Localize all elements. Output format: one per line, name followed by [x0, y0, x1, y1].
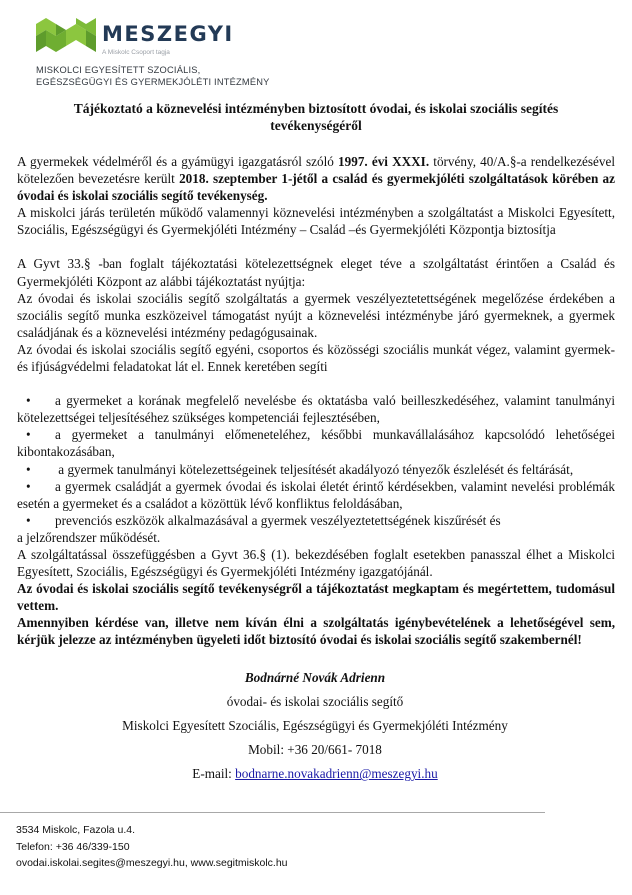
document-body [17, 153, 615, 649]
closing-paragraph-2: A szolgáltatással összefüggésben a Gyvt 36.§ (1). bekezdésében foglalt esetekben panasszal élhet a Miskolci Egyesített, Szociális, Egészségügyi és Gyermekjóléti Intézmény igazgatójánál. [17, 546, 615, 580]
bullet-text: a gyermeket a tanulmányi előmeneteléhez, későbbi munkavállalásához kapcsolódó lehetőségei kibontakozásában, [17, 427, 615, 460]
letterhead-logo [36, 16, 296, 86]
law-reference: 1997. évi XXXI. [338, 154, 430, 169]
signatory-name: Bodnárné Novák Adrienn [244, 670, 386, 685]
document-title-line-1: Tájékoztató a köznevelési intézményben biztosított óvodai, és iskolai szociális segítés [73, 101, 559, 116]
section-paragraph-1: A Gyvt 33.§ -ban foglalt tájékoztatási kötelezettségnek eleget téve a szolgáltatást érintően a Család és Gyermekjóléti Központ az alábbi tájékoztatást nyújtja: [17, 256, 615, 289]
bullet-icon: • [26, 393, 31, 409]
contact-request [17, 614, 615, 648]
document-title [40, 100, 592, 134]
bullet-icon: • [26, 478, 31, 494]
section-paragraph-2: Az óvodai és iskolai szociális segítő szolgáltatás a gyermek veszélyeztetettségének megelőzése érdekében a szociális segítő munka eszközeivel támogatást nyújt a köznevelési intézménybe járó gyermeknek, a gyermek családjának és a köznevelési intézmény pedagógusainak. [17, 290, 615, 340]
closing-paragraph-1: a jelzőrendszer működését. [17, 529, 161, 545]
email-link[interactable]: bodnarne.novakadrienn@meszegyi.hu [235, 766, 438, 782]
bullet-icon: • [26, 512, 31, 528]
intro-paragraph-1 [17, 153, 615, 204]
bullet-item [17, 461, 615, 478]
bullet-icon: • [26, 461, 31, 477]
signature-block [100, 666, 530, 786]
bullet-item [17, 512, 615, 529]
footer-address: 3534 Miskolc, Fazola u.4. [16, 824, 136, 836]
document-title-line-2: tevékenységéről [270, 118, 362, 133]
brand-tagline: A Miskolc Csoport tagja [102, 49, 170, 56]
bullet-text: a gyermek családját a gyermek óvodai és iskolai életét érintő kérdésekben, valamint nevelési problémák esetén a gyermeket és a családot a közöttük lévő konfliktus feloldásában, [17, 478, 615, 511]
footer-phone: Telefon: +36 46/339-150 [16, 840, 130, 853]
email-label: E-mail: [192, 766, 236, 782]
signatory-email-line [100, 762, 530, 786]
contact-request-text: Amennyiben kérdése van, illetve nem kíván élni a szolgáltatás igénybevételének a lehetőségével sem, kérjük jelezze az intézményben ügyeleti időt biztosító óvodai és iskolai szociális segítő szakembernél! [17, 615, 615, 648]
brand-name: MESZEGYI [102, 22, 234, 46]
bullet-text: a gyermek tanulmányi kötelezettségeinek teljesítését akadályozó tényezők észlelését és feltárását, [55, 461, 574, 477]
intro-paragraph-2: A miskolci járás területén működő valamennyi köznevelési intézményben a szolgáltatást a Miskolci Egyesített, Szociális, Egészségügyi és Gyermekjóléti Intézmény – Család –és Gyermekjóléti Központja biztosítja [17, 205, 615, 238]
footer-divider [0, 812, 545, 813]
footer [16, 822, 288, 872]
organization-name [36, 64, 270, 88]
bullet-item [17, 426, 615, 460]
meszegyi-logo-mark-icon [36, 16, 96, 54]
footer-contacts: ovodai.iskolai.segites@meszegyi.hu, www.segitmiskolc.hu [16, 857, 288, 869]
bullet-item [17, 392, 615, 426]
bullet-text: prevenciós eszközök alkalmazásával a gyermek veszélyeztetettségének kiszűrését és [55, 512, 501, 528]
acknowledgement-statement [17, 580, 615, 614]
text-run: A gyermekek védelméről és a gyámügyi igazgatásról szóló [17, 154, 339, 169]
signatory-role: óvodai- és iskolai szociális segítő [226, 694, 404, 710]
acknowledgement-text: Az óvodai és iskolai szociális segítő tevékenységről a tájékoztatást megkaptam és megértettem, tudomásul vettem. [17, 581, 615, 614]
effective-date-statement: 2018. szeptember 1-jétől a család és gyermekjóléti szolgáltatások körében az óvodai és iskolai szociális segítő tevékenység. [17, 171, 615, 204]
organization-name-line-2: EGÉSZSÉGÜGYI ÉS GYERMEKJÓLÉTI INTÉZMÉNY [36, 77, 270, 87]
paragraph-spacer [17, 375, 615, 392]
bullet-item [17, 478, 615, 512]
paragraph-spacer [17, 238, 615, 255]
section-paragraph-3: Az óvodai és iskolai szociális segítő egyéni, csoportos és közösségi szociális munkát végez, valamint gyermek- és ifjúságvédelmi feladatokat lát el. Ennek keretében segíti [17, 341, 615, 375]
bullet-text: a gyermeket a korának megfelelő nevelésbe és oktatásba való beilleszkedéséhez, valamint tanulmányi kötelezettségei teljesítéséhez szükséges kompetenciái fejlesztésében, [17, 393, 615, 426]
bullet-icon: • [26, 427, 31, 443]
organization-name-line-1: MISKOLCI EGYESÍTETT SZOCIÁLIS, [36, 65, 201, 75]
signatory-institution: Miskolci Egyesített Szociális, Egészségügyi és Gyermekjóléti Intézmény [122, 718, 508, 734]
text-run: törvény, 40/A.§-a rendelkezésével kötelezően bevezetésre került [17, 154, 616, 187]
signatory-mobile: Mobil: +36 20/661- 7018 [248, 742, 382, 758]
